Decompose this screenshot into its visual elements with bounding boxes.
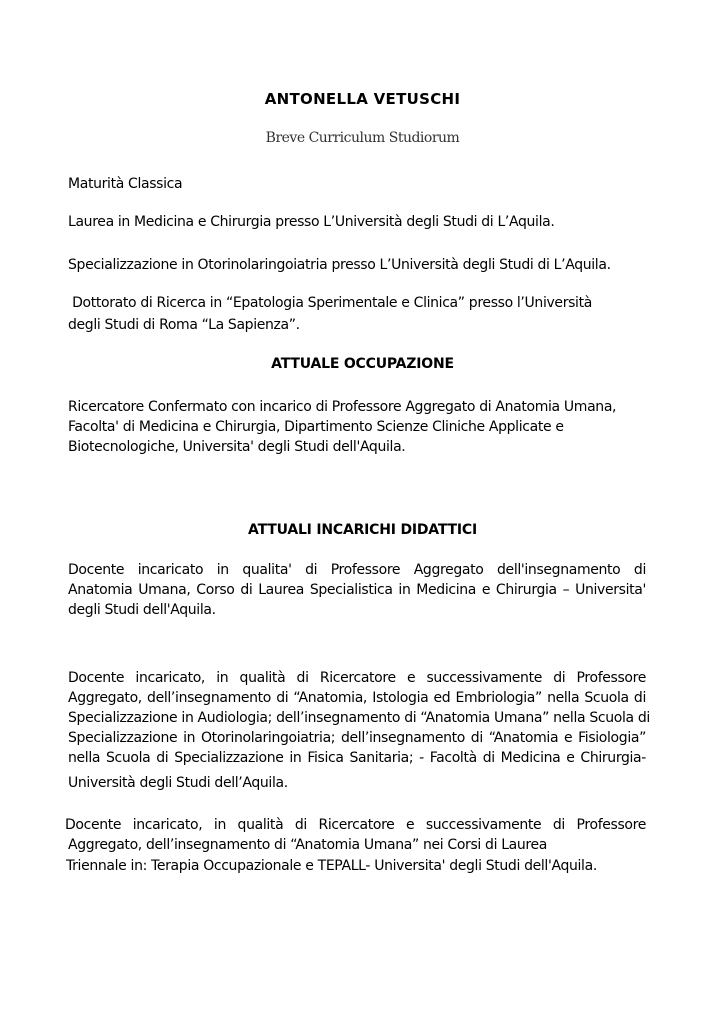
- section-heading-occupazione: ATTUALE OCCUPAZIONE: [271, 356, 454, 372]
- education-laurea: Laurea in Medicina e Chirurgia presso L’Università degli Studi di L’Aquila.: [68, 214, 555, 230]
- incarico-block-1: [68, 560, 646, 600]
- page-title: ANTONELLA VETUSCHI: [264, 90, 461, 108]
- incarico-line: Aggregato, dell’insegnamento di “Anatomia, Istologia ed Embriologia” nella Scuola di: [68, 690, 646, 706]
- incarico-line: Docente incaricato in qualita' di Professore Aggregato dell'insegnamento di: [68, 562, 646, 578]
- education-dottorato-line1: Dottorato di Ricerca in “Epatologia Sperimentale e Clinica” presso l’Università: [68, 295, 592, 311]
- incarico-line: Università degli Studi dell’Aquila.: [68, 775, 288, 791]
- incarico-line: Specializzazione in Otorinolaringoiatria; dell’insegnamento di “Anatomia e Fisiologia”: [68, 730, 646, 746]
- occupazione-line: Biotecnologiche, Universita' degli Studi dell'Aquila.: [68, 439, 406, 455]
- incarico-block-2: [68, 668, 650, 768]
- incarico-line: Anatomia Umana, Corso di Laurea Specialistica in Medicina e Chirurgia – Universita': [68, 582, 646, 598]
- education-specializzazione: Specializzazione in Otorinolaringoiatria presso L’Università degli Studi di L’Aquila.: [68, 257, 611, 273]
- incarico-block-3: [65, 815, 646, 835]
- incarico-line: Specializzazione in Audiologia; dell’insegnamento di “Anatomia Umana” nella Scuola di: [68, 710, 650, 726]
- section-heading-incarichi: ATTUALI INCARICHI DIDATTICI: [248, 522, 477, 538]
- occupazione-line: Ricercatore Confermato con incarico di Professore Aggregato di Anatomia Umana,: [68, 399, 617, 415]
- education-dottorato-line2: degli Studi di Roma “La Sapienza”.: [68, 317, 300, 333]
- incarico-line: Aggregato, dell’insegnamento di “Anatomia Umana” nei Corsi di Laurea: [68, 837, 548, 853]
- education-maturita: Maturità Classica: [68, 176, 183, 192]
- incarico-line: Docente incaricato, in qualità di Ricercatore e successivamente di Professore: [65, 817, 646, 833]
- occupazione-line: Facolta' di Medicina e Chirurgia, Dipartimento Scienze Cliniche Applicate e: [68, 419, 564, 435]
- incarico-line: degli Studi dell'Aquila.: [68, 602, 216, 618]
- incarico-line: nella Scuola di Specializzazione in Fisica Sanitaria; - Facoltà di Medicina e Chirurgia-: [68, 750, 646, 766]
- incarico-line: Docente incaricato, in qualità di Ricercatore e successivamente di Professore: [68, 670, 646, 686]
- incarico-line: Triennale in: Terapia Occupazionale e TEPALL- Universita' degli Studi dell'Aquila.: [66, 858, 597, 874]
- page-subtitle: Breve Curriculum Studiorum: [265, 130, 460, 146]
